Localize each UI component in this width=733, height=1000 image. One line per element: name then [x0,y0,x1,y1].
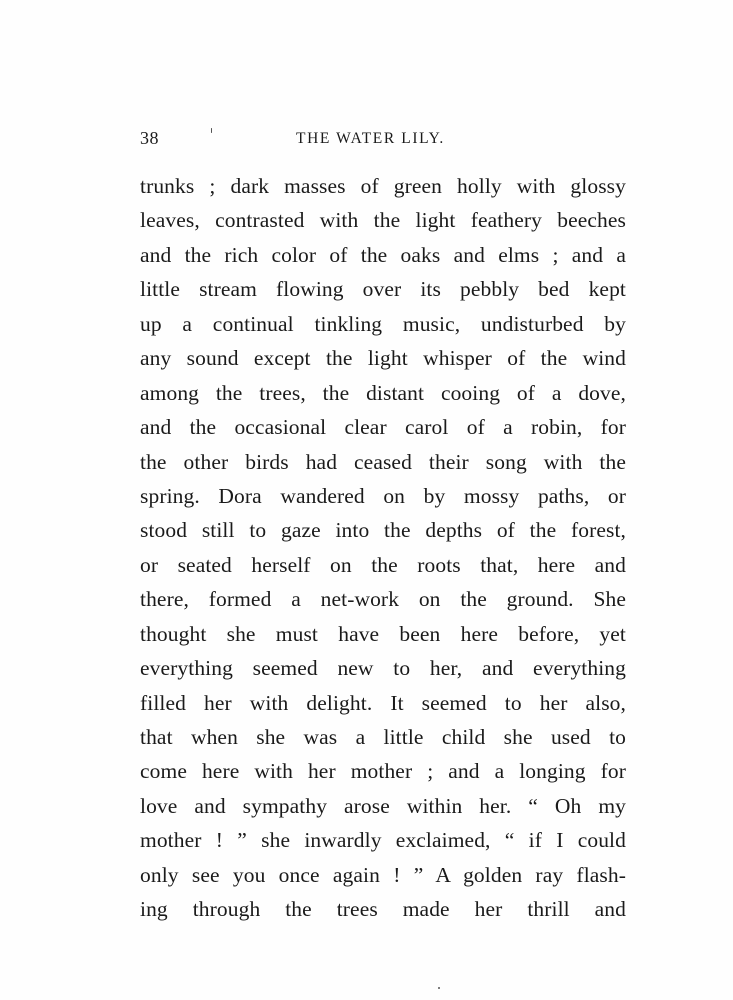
paper-speck [438,987,440,989]
text-line: little stream flowing over its pebbly bed kept [140,277,626,302]
text-line: that when she was a little child she used to [140,725,626,749]
body-text [140,169,626,927]
text-line: trunks ; dark masses of green holly with glossy [140,174,626,198]
text-line: everything seemed new to her, and everything [140,656,626,681]
text-line: spring. Dora wandered on by mossy paths, or [140,483,626,508]
text-line: leaves, contrasted with the light feathery beeches [140,208,626,233]
text-line: come here with her mother ; and a longing for [140,759,626,784]
text-line: mother ! ” she inwardly exclaimed, “ if I could [140,828,626,853]
text-line: love and sympathy arose within her. “ Oh my [140,793,626,818]
text-line: there, formed a net-work on the ground. She [140,587,626,612]
text-line: up a continual tinkling music, undisturbed by [140,311,626,336]
text-line: stood still to gaze into the depths of the forest, [140,518,626,543]
page-header [140,128,626,152]
text-line: the other birds had ceased their song with the [140,449,626,474]
text-line: only see you once again ! ” A golden ray flash- [140,862,626,887]
page-number: 38 [140,128,159,148]
text-line: filled her with delight. It seemed to her also, [140,690,626,715]
running-title: THE WATER LILY. [296,130,445,147]
text-line: ing through the trees made her thrill and [140,897,626,922]
text-line: among the trees, the distant cooing of a dove, [140,380,626,405]
text-line: or seated herself on the roots that, here and [140,552,626,577]
text-line: thought she must have been here before, yet [140,621,626,646]
text-line: any sound except the light whisper of the wind [140,346,626,371]
text-line: and the occasional clear carol of a robin, for [140,415,626,440]
paper-speck [211,128,212,133]
text-line: and the rich color of the oaks and elms ; and a [140,242,626,267]
